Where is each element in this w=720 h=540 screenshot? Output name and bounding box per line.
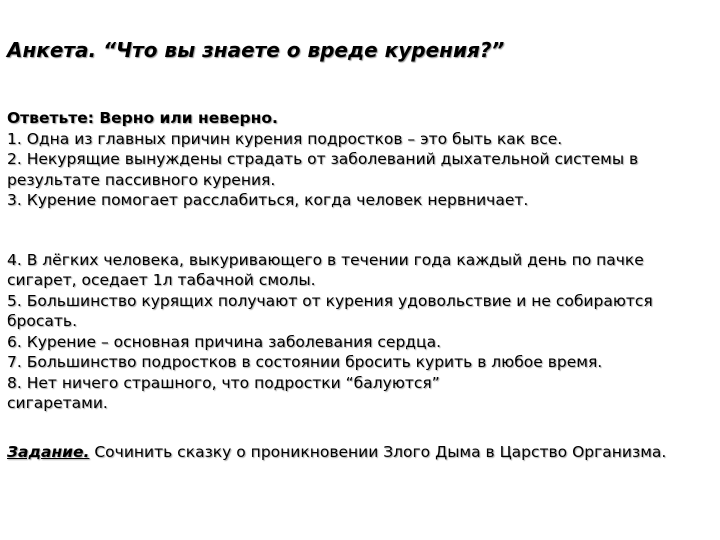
- spacer: [7, 434, 707, 442]
- task-text: Сочинить сказку о проникновении Злого Дыма в Царство Организма.: [89, 442, 667, 461]
- question-8-line-1: 8. Нет ничего страшного, что подростки “балуются”: [7, 373, 440, 392]
- spacer: [7, 231, 707, 250]
- question-1-line-1: 1. Одна из главных причин курения подростков – это быть как все.: [7, 129, 563, 148]
- question-5-line-1: 5. Большинство курящих получают от курения удовольствие и не собираются: [7, 291, 653, 310]
- question-4-line-1: 4. В лёгких человека, выкуривающего в течении года каждый день по пачке: [7, 250, 644, 269]
- question-3-line-1: 3. Курение помогает расслабиться, когда человек нервничает.: [7, 191, 529, 209]
- question-2-line-1: 2. Некурящие вынуждены страдать от заболеваний дыхательной системы в: [7, 150, 639, 168]
- question-4-line-2: сигарет, оседает 1л табачной смолы.: [7, 271, 316, 289]
- page-title: Анкета. “Что вы знаете о вреде курения?”: [7, 38, 505, 62]
- questionnaire: [7, 108, 707, 462]
- question-7-line-1: 7. Большинство подростков в состоянии бросить курить в любое время.: [7, 353, 603, 371]
- question-5-line-2: бросать.: [7, 312, 77, 330]
- spacer: [7, 414, 707, 434]
- question-6-line-1: 6. Курение – основная причина заболевания сердца.: [7, 332, 441, 351]
- task-label: Задание.: [7, 442, 90, 461]
- spacer: [7, 211, 707, 231]
- question-2-line-2: результате пассивного курения.: [7, 170, 276, 189]
- instruction: Ответьте: Верно или неверно.: [7, 109, 278, 127]
- question-8-line-2: сигаретами.: [7, 394, 108, 412]
- task: [7, 442, 707, 463]
